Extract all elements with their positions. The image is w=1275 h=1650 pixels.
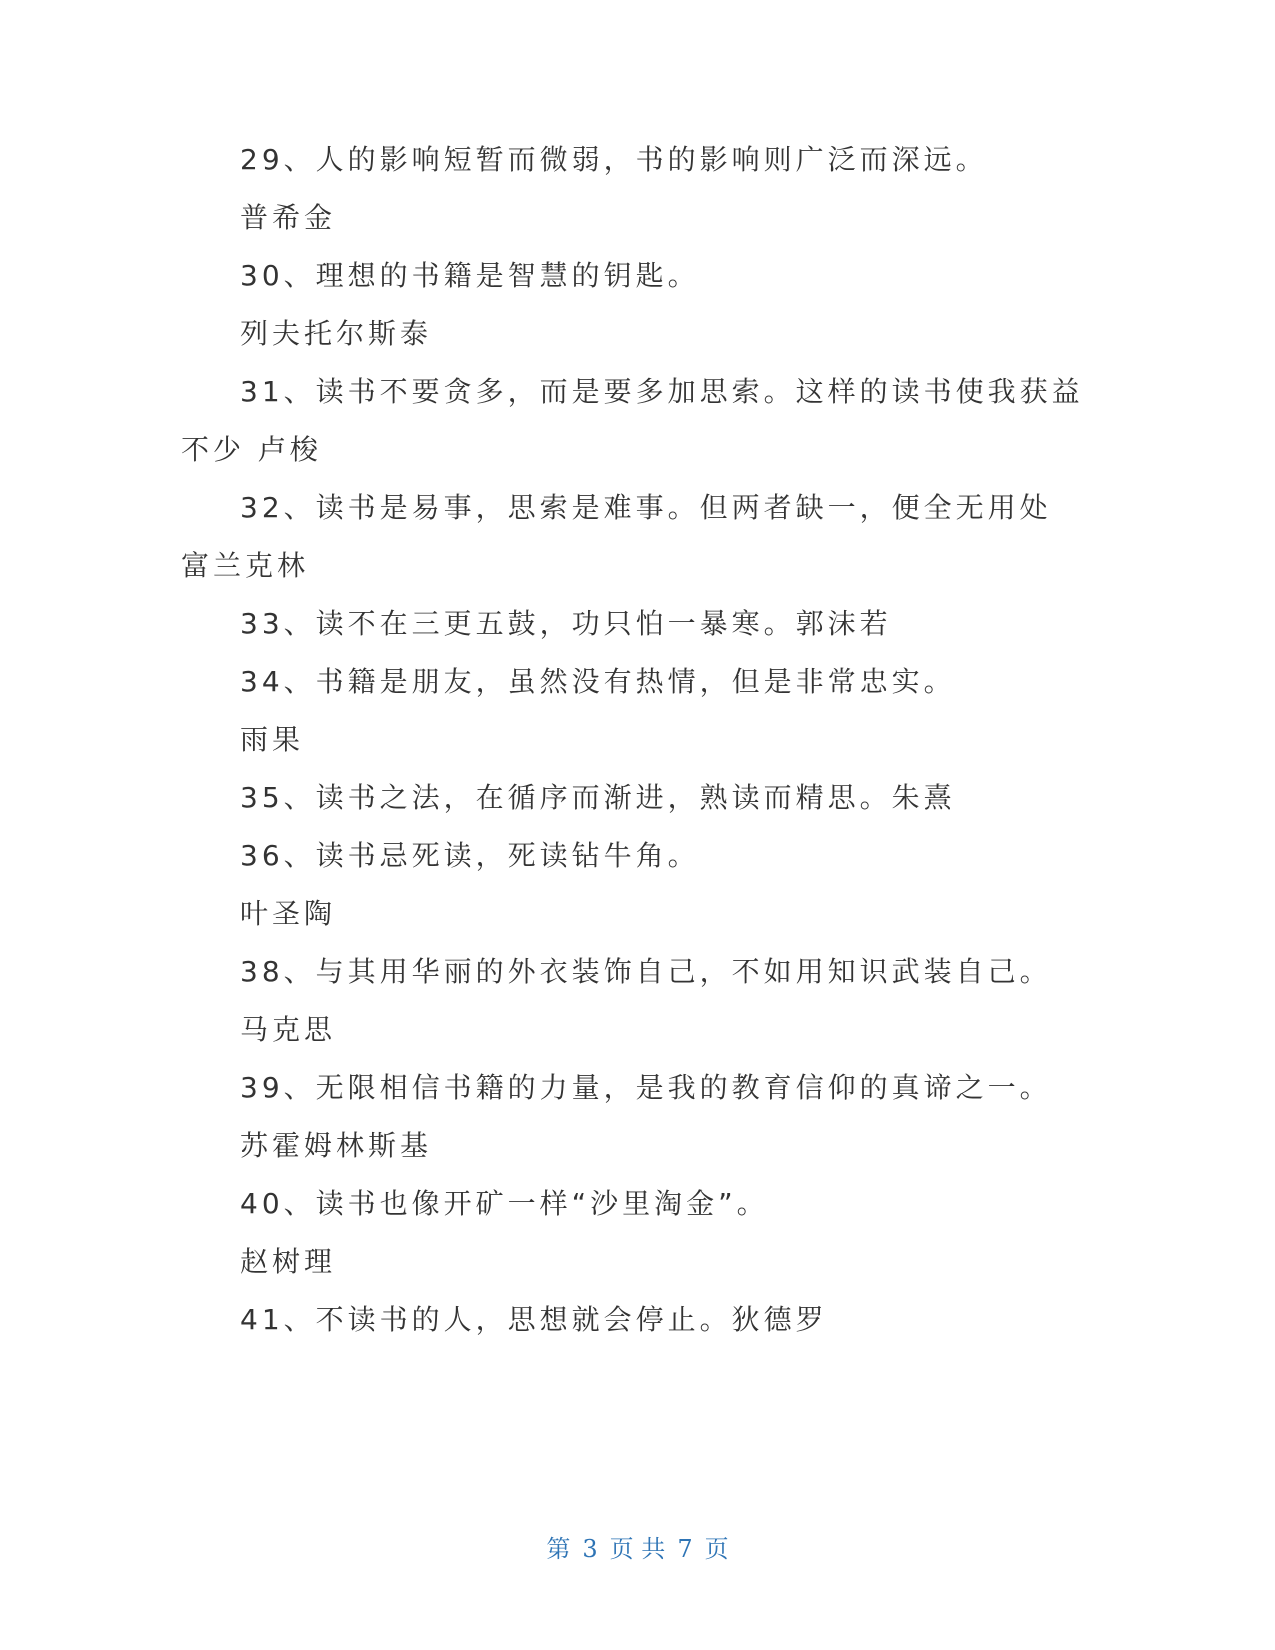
footer-prefix: 第 [546, 1535, 571, 1563]
quote-line: 41、不读书的人，思想就会停止。狄德罗 [240, 1303, 828, 1336]
author-line: 赵树理 [240, 1245, 337, 1278]
footer-current-page: 3 [582, 1535, 598, 1563]
quote-line: 38、与其用华丽的外衣装饰自己，不如用知识武装自己。 [240, 955, 1052, 988]
footer-middle: 页 共 [609, 1535, 666, 1563]
quote-line: 29、人的影响短暂而微弱，书的影响则广泛而深远。 [240, 143, 988, 176]
author-line: 列夫托尔斯泰 [240, 317, 433, 350]
quote-line: 30、理想的书籍是智慧的钥匙。 [240, 259, 700, 292]
quote-line: 33、读不在三更五鼓，功只怕一暴寒。郭沫若 [240, 607, 892, 640]
quote-line: 39、无限相信书籍的力量，是我的教育信仰的真谛之一。 [240, 1071, 1052, 1104]
footer-total-pages: 7 [677, 1535, 693, 1563]
quote-line: 34、书籍是朋友，虽然没有热情，但是非常忠实。 [240, 665, 956, 698]
quote-line: 36、读书忌死读，死读钻牛角。 [240, 839, 700, 872]
quote-line: 35、读书之法，在循序而渐进，熟读而精思。朱熹 [240, 781, 956, 814]
author-line: 普希金 [240, 201, 337, 234]
quote-line: 32、读书是易事，思索是难事。但两者缺一，便全无用处 [240, 491, 1052, 524]
author-line: 苏霍姆林斯基 [240, 1129, 433, 1162]
quote-line: 40、读书也像开矿一样“沙里淘金”。 [240, 1187, 769, 1220]
page-footer [0, 1534, 1275, 1564]
author-line: 雨果 [240, 723, 305, 756]
author-line: 富兰克林 [181, 549, 310, 582]
author-line: 马克思 [240, 1013, 337, 1046]
quote-line: 31、读书不要贪多，而是要多加思索。这样的读书使我获益 [240, 375, 1084, 408]
quote-continuation-line: 不少 卢梭 [181, 433, 322, 466]
footer-suffix: 页 [704, 1535, 729, 1563]
author-line: 叶圣陶 [240, 897, 337, 930]
